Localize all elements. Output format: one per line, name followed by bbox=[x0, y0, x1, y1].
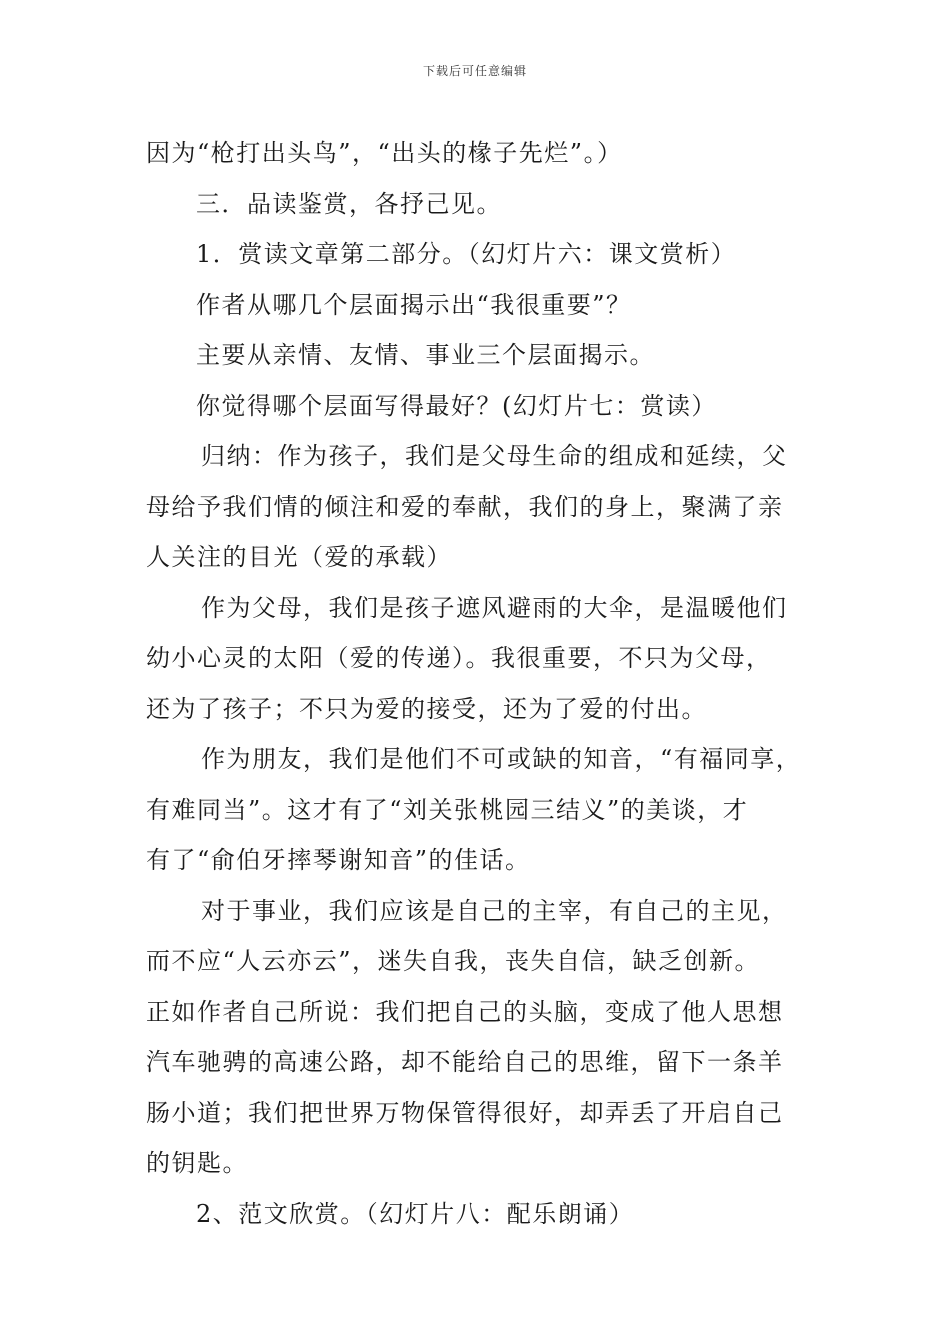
body-line: 作者从哪几个层面揭示出“我很重要”？ bbox=[196, 290, 632, 319]
body-line: 而不应“人云亦云”，迷失自我，丧失自信，缺乏创新。 bbox=[146, 947, 761, 975]
subsection-heading: 2、范文欣赏。（幻灯片八：配乐朗诵） bbox=[196, 1199, 635, 1228]
page-header: 下载后可任意编辑 bbox=[422, 64, 527, 78]
body-line: 因为“枪打出头鸟”，“出头的椽子先烂”。） bbox=[146, 139, 623, 167]
body-line: 作为父母，我们是孩子遮风避雨的大伞，是温暖他们 bbox=[201, 593, 788, 622]
body-line: 幼小心灵的太阳（爱的传递）。我很重要，不只为父母， bbox=[146, 644, 772, 672]
document-body bbox=[146, 128, 826, 1239]
body-line: 还为了孩子；不只为爱的接受，还为了爱的付出。 bbox=[146, 694, 707, 723]
body-line: 正如作者自己所说：我们把自己的头脑，变成了他人思想 bbox=[146, 997, 784, 1026]
body-line: 肠小道；我们把世界万物保管得很好，却弄丢了开启自己 bbox=[146, 1098, 784, 1127]
body-line: 有了“俞伯牙摔琴谢知音”的佳话。 bbox=[146, 846, 531, 874]
body-line: 主要从亲情、友情、事业三个层面揭示。 bbox=[196, 341, 655, 369]
body-line: 对于事业，我们应该是自己的主宰，有自己的主见， bbox=[201, 896, 788, 925]
body-line: 汽车驰骋的高速公路，却不能给自己的思维，留下一条羊 bbox=[146, 1048, 784, 1076]
body-line: 的钥匙。 bbox=[146, 1149, 248, 1177]
body-line: 人关注的目光（爱的承载） bbox=[146, 543, 452, 571]
body-line: 你觉得哪个层面写得最好？(幻灯片七：赏读） bbox=[196, 391, 717, 420]
body-line: 有难同当”。这才有了“刘关张桃园三结义”的美谈，才 bbox=[146, 795, 749, 824]
subsection-heading: 1．赏读文章第二部分。（幻灯片六：课文赏析） bbox=[196, 240, 737, 268]
body-line: 作为朋友，我们是他们不可或缺的知音，“有福同享， bbox=[201, 745, 802, 773]
section-heading: 三．品读鉴赏，各抒己见。 bbox=[196, 189, 502, 218]
body-line: 归纳：作为孩子，我们是父母生命的组成和延续，父 bbox=[201, 442, 788, 470]
body-line: 母给予我们情的倾注和爱的奉献，我们的身上，聚满了亲 bbox=[146, 492, 784, 521]
